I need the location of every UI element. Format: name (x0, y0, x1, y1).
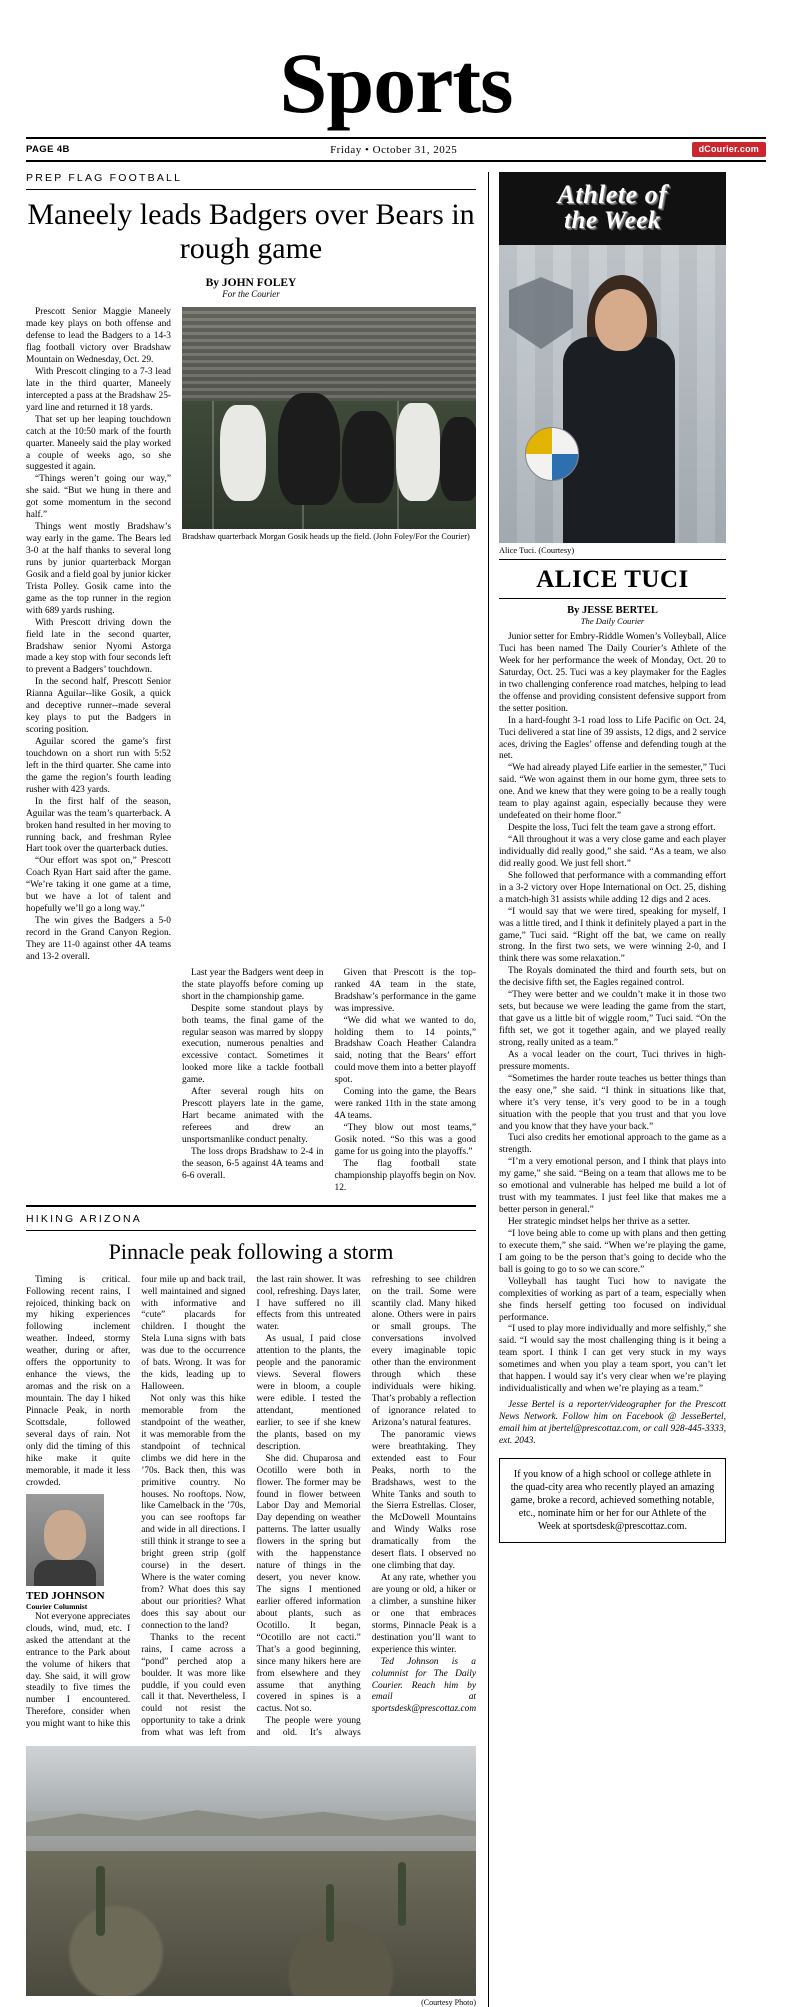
left-column (26, 172, 488, 2007)
photo-jersey (563, 337, 675, 543)
lead-story-photo-block (182, 307, 476, 964)
paragraph: Last year the Badgers went deep in the state playoffs before coming up short in the championship game. (182, 967, 324, 1002)
columnist-mugshot-block (26, 1494, 130, 1612)
photo-stands (182, 307, 476, 405)
hiking-photo-caption: (Courtesy Photo) (421, 1998, 476, 2007)
paragraph: “We did what we wanted to do, holding them to 14 points,” Bradshaw Coach Heather Calandra said, noting that the Bears’ effort could move them into a better playoff spot. (334, 1015, 476, 1086)
pinnacle-peak-photo (26, 1746, 476, 1996)
paragraph: In the second half, Prescott Senior Rianna Aguilar--like Gosik, a quick and deceptive runner--made several key plays to put the Badgers in scoring position. (26, 677, 171, 736)
columnist-name: TED JOHNSON (26, 1589, 105, 1602)
page-number-label: PAGE 4B (26, 144, 70, 156)
paragraph: That set up her leaping touchdown catch at the 10:50 mark of the fourth quarter. Maneely said the play worked a couple of weeks ago, so she suggested it again. (26, 414, 171, 473)
columnist-photo (26, 1494, 104, 1586)
kicker-rule (26, 189, 476, 190)
paragraph: “All throughout it was a very close game and each player individually did really good,” she said. “As a team, we also did really good. We just fell short.” (499, 835, 726, 869)
nomination-promo-box[interactable]: If you know of a high school or college athlete in the quad-city area who recently played an amazing game, broke a record, achieved something notable, etc., nominate him or her for our Athlete of the Week at sportsdesk@prescottaz.com. (499, 1458, 726, 1543)
paragraph: “I used to play more individually and more selfishly,” she said. “I would say the most challenging thing is it being a team sport. I think I can get very stuck in my ways sometimes and when you play a team sport, you can’t let that happen. I would say it’s very clear when we’re playing individualistically and when we’re playing as a team.” (499, 1324, 726, 1395)
lead-story-byline: By JOHN FOLEY (205, 277, 297, 290)
paragraph: Not only was this hike memorable from the standpoint of the weather, it was memorable from the standpoint of technical climbs we did here in the ’70s. Back then, this was primitive country. No houses. No rooftops. Now, like Camelback in the ’70s, you can see rooftops far and wide in all directions. I still think it strange to see a bright green strip (golf course) in the desert. Where is the water coming from? What does this say about our priorities? What does this say about our connection to the land? (141, 1394, 246, 1631)
hiking-credit: Ted Johnson is a columnist for The Daily Courier. Reach him by email at sportsdesk@prescottaz.com (371, 1656, 477, 1715)
masthead (26, 18, 766, 131)
banner-line-1: Athlete of (557, 180, 668, 210)
paragraph: As a vocal leader on the court, Tuci thrives in high-pressure moments. (499, 1049, 726, 1072)
paragraph: The flag football state championship playoffs begin on Nov. 12. (334, 1158, 476, 1193)
lead-story-headline: Maneely leads Badgers over Bears in rough game (27, 198, 475, 265)
publication-date: Friday • October 31, 2025 (330, 143, 458, 156)
paragraph: “I’m a very emotional person, and I think that plays into my game,” she said. “Being on a team that allows me to be so emotional and vulnerable has helped me build a lot of trust with my teammates. I just feel like that makes me a better person in general.” (499, 1157, 726, 1216)
paragraph: Despite some standout plays by both teams, the final game of the regular season was marred by sloppy execution, numerous penalties and excessive contact. Sometimes it looked more like a tackle football game. (182, 1003, 324, 1086)
photo-cactus (398, 1862, 406, 1926)
athlete-byline-sub: The Daily Courier (580, 616, 645, 627)
photo-player (342, 411, 394, 503)
paragraph: She did. Chuparosa and Ocotillo were both in flower. The former may be found in flower between Labor Day and Memorial Day depending on weather patterns. The latter usually flowers in the spring but with the happenstance nature of things in the desert, you never know. The signs I mentioned earlier offered information about plants, such as Ocotillo. It began, “Ocotillo are not cacti.” That’s a good beginning, since many hikers here are from elsewhere and they assume that anything covered in spines is a cactus. Not so. (256, 1453, 361, 1715)
athlete-credit: Jesse Bertel is a reporter/videographer for the Prescott News Network. Follow him on Facebook @ JesseBertel, email him at jbertel@prescottaz.com, or call 928-445-3333, ext. 2043. (499, 1400, 726, 1446)
paragraph: In a hard-fought 3-1 road loss to Life Pacific on Oct. 24, Tuci delivered a stat line of 39 assists, 12 digs, and 2 service aces, driving the Eagles’ offense and defending tough at the net. (499, 715, 726, 762)
photo-face (595, 289, 647, 351)
paragraph: “They were better and we couldn’t make it in those two sets, but because we were leading the game from the start, that gave us a little bit of wiggle room,” Tuci said. “On the fifth set, we got it together again, and we played really strong, really united as a team.” (499, 990, 726, 1048)
right-column (499, 172, 726, 2007)
photo-foreground (26, 1851, 476, 1996)
photo-player (440, 417, 476, 501)
lead-story-lower-text (26, 968, 476, 1195)
paragraph: Prescott Senior Maggie Maneely made key plays on both offense and defense to lead the Badgers to a 14-3 flag football victory over Bradshaw Mountain on Wednesday, Oct. 29. (26, 307, 171, 366)
page-body (26, 172, 766, 2007)
paragraph: The loss drops Bradshaw to 2-4 in the season, 6-5 against 4A teams and 6-6 overall. (182, 1146, 324, 1181)
photo-yard-line (212, 401, 214, 530)
page-title: Sports (279, 35, 513, 131)
paragraph: Thanks to the recent rains, I came across a “pond” perched atop a boulder. It was more like puddle, if you could even call it that. Nevertheless, I could not resist the opportunity to take a drink from what was left from the last rain shower. It was cool, refreshing. Days later, I have suffered no ill effects from this untreated water. (141, 1274, 361, 1739)
paragraph: The win gives the Badgers a 5-0 record in the Grand Canyon Region. They are 11-0 against other 4A teams and 13-2 overall. (26, 916, 171, 962)
photo-player (220, 405, 266, 501)
paragraph: Given that Prescott is the top-ranked 4A team in the state, Bradshaw’s performance in the game was impressive. (334, 967, 476, 1014)
paragraph: Things went mostly Bradshaw’s way early in the game. The Bears led 3-0 at the half thanks to several long runs by junior quarterback Morgan Gosik and a field goal by junior kicker Trista Polley. Gosik came into the game as the top runner in the region with 689 yards rushing. (26, 522, 172, 616)
lead-story-kicker: PREP FLAG FOOTBALL (26, 172, 183, 185)
hiking-kicker: HIKING ARIZONA (26, 1212, 142, 1225)
paragraph: As usual, I paid close attention to the plants, the people and the panoramic views. Several flowers were in bloom, a couple were edible. I tested the attendant, mentioned earlier, to see if she knew the plants, based on my description. (256, 1334, 361, 1452)
volleyball-icon (525, 427, 579, 481)
athlete-photo-caption: Alice Tuci. (Courtesy) (499, 546, 575, 556)
photo-player (278, 393, 340, 505)
photo-sky (26, 1746, 476, 1811)
paragraph: “I love being able to come up with plans and then getting to execute them,” she said. “When we’re playing the game, I am going to be the person that’s going to decide who the ball is going to go to so we can score.” (499, 1228, 726, 1275)
columnist-role: Courier Columnist (26, 1602, 88, 1612)
paragraph: With Prescott clinging to a 7-3 lead late in the third quarter, Maneely intercepted a pass at the Bradshaw 25-yard line and returned it 18 yards. (26, 366, 171, 413)
athlete-rule-top (499, 559, 726, 560)
paragraph: Tuci also credits her emotional approach to the game as a strength. (499, 1133, 726, 1156)
site-badge[interactable]: dCourier.com (692, 142, 766, 157)
paragraph: Coming into the game, the Bears were ranked 11th in the state among 4A teams. (334, 1087, 476, 1122)
photo-cactus (96, 1866, 105, 1936)
lead-story-text-col1 (26, 307, 171, 964)
column-divider (488, 172, 489, 2007)
athlete-rule-bottom (499, 598, 726, 599)
athlete-body (499, 632, 726, 1448)
paragraph: “We had already played Life earlier in the semester,” Tuci said. “We won against them in our home gym, three sets to one. And we knew that they were going to be a really tough team to play against again, especially because they were undefeated on their home floor.” (499, 763, 726, 822)
paragraph: “Our effort was spot on,” Prescott Coach Ryan Hart said after the game. “We’re taking it one game at a time, but we have a lot of talent and hopefully we’ll go a long way.” (26, 856, 171, 915)
paragraph: “Sometimes the harder route teaches us better things than the easy one,” she said. “I think in situations like that, where it’s very tense, it’s very good to be in a tough situation with the people that you trust and that you love and you know that they have your back.” (499, 1073, 726, 1132)
paragraph: “I would say that we were tired, speaking for myself, I was a little tired, and I think it definitely played a part in the game,” Tuci said. “Right off the bat, we came on really strong. In the first two sets, we were winning 2-0, and I think there was some relaxation.” (499, 906, 726, 965)
paragraph: In the first half of the season, Aguilar was the team’s quarterback. A broken hand resulted in her moving to running back, and freshman Rylee Hart took over the quarterback duties. (26, 796, 171, 855)
athlete-of-the-week-banner (499, 172, 726, 245)
photo-body (34, 1560, 96, 1586)
paragraph: Her strategic mindset helps her thrive as a setter. (508, 1217, 690, 1228)
hiking-photo-block (26, 1746, 476, 2007)
paragraph: Timing is critical. Following recent rains, I rejoiced, thinking back on my hiking experiences following inclement weather. Indeed, stormy weather, during or after, offers the opportunity to enhance the views, the aromas and the risk on a mountain. The day I hiked Pinnacle Peak, in north Scottsdale, followed several days of rain. Not only did the timing of this hike make it quite memorable, it made it less crowded. (26, 1274, 131, 1488)
banner-line-2: the Week (564, 207, 661, 235)
dateline-bar (26, 139, 766, 162)
photo-face (44, 1510, 86, 1560)
lead-story-byline-sub: For the Courier (222, 289, 280, 300)
paragraph: Aguilar scored the game’s first touchdown on a short run with 5:52 left in the third quarter. She came into the game the region’s fourth leading rusher with 423 yards. (26, 737, 171, 795)
paragraph: Junior setter for Embry-Riddle Women’s Volleyball, Alice Tuci has been named The Daily Courier’s Athlete of the Week for her performance the week of Monday, Oct. 20 to Saturday, Oct. 25. Tuci was a key playmaker for the Eagles in two challenging conference road matches, helping to lead the offense and providing consistent defensive support from the setter position. (499, 632, 726, 714)
lead-photo-caption: Bradshaw quarterback Morgan Gosik heads up the field. (John Foley/For the Courier) (182, 532, 470, 542)
hiking-section (26, 1205, 476, 2007)
athlete-byline: By JESSE BERTEL (567, 605, 658, 617)
paragraph: After several rough hits on Prescott players late in the game, Hart became animated with the referees and drew an unsportsmanlike conduct penalty. (182, 1087, 324, 1145)
paragraph: The people were young and old. It’s always refreshing to see children on the trail. Some were scantily clad. Many hiked alone. Others were in pairs or small groups. The conversations involved every imaginable topic other than the environment through which these individuals were hiking. That’s probably a reflection of ignorance related to Arizona’s natural features. (256, 1274, 476, 1739)
hiking-body (26, 1275, 476, 1741)
hiking-kicker-rule (26, 1230, 476, 1231)
paragraph: Not everyone appreciates clouds, wind, mud, etc. I asked the attendant at the entrance to the Park about the volume of hikers that day. She said, it will grow steadily to five times the number I encountered. Therefore, consider when you might want to hike this four mile up and back trail, well maintained and signed with informative and “cute” placards for children. I thought the Stela Luna signs with bats was due to the occurrence of bats. Wrong. It was for the kids, leading up to Halloween. (26, 1274, 246, 1730)
athlete-photo (499, 245, 726, 543)
paragraph: The Royals dominated the third and fourth sets, but on the decisive fifth set, the Eagles regained control. (499, 966, 726, 989)
paragraph: At any rate, whether you are young or old, a hiker or a climber, a sunshine hiker or one that embraces storms, Pinnacle Peak is a destination you’ll want to experience this winter. (371, 1573, 476, 1655)
paragraph: She followed that performance with a commanding effort in a 3-2 victory over Hope International on Oct. 25, dishing a match-high 31 assists while adding 12 digs and 2 aces. (499, 870, 726, 905)
paragraph: Despite the loss, Tuci felt the team gave a strong effort. (508, 823, 716, 834)
athlete-name: ALICE TUCI (536, 566, 689, 594)
photo-player (396, 403, 440, 501)
football-photo (182, 307, 476, 529)
paragraph: “They blow out most teams,” Gosik noted. “So this was a good game for us going into the playoffs.” (334, 1123, 476, 1157)
paragraph: With Prescott driving down the field late in the second quarter, Bradshaw senior Nyomi Astorga made a key stop with four seconds left to prevent a Badgers’ touchdown. (26, 617, 171, 676)
paragraph: “Things weren’t going our way,” she said. “But we hung in there and got some momentum in the second half.” (26, 474, 171, 521)
photo-cactus (326, 1884, 334, 1942)
paragraph: The panoramic views were breathtaking. They extended east to Four Peaks, north to the Bradshaws, west to the White Tanks and south to the Sierra Estrellas. Closer, the McDowell Mountains and Windy Walks rose dramatically from the desert flats. I observed no one climbing that day. (371, 1429, 476, 1572)
hiking-headline: Pinnacle peak following a storm (108, 1238, 394, 1264)
paragraph: Volleyball has taught Tuci how to navigate the complexities of working as part of a team, especially when she finds herself getting too focused on individual performance. (499, 1276, 726, 1323)
